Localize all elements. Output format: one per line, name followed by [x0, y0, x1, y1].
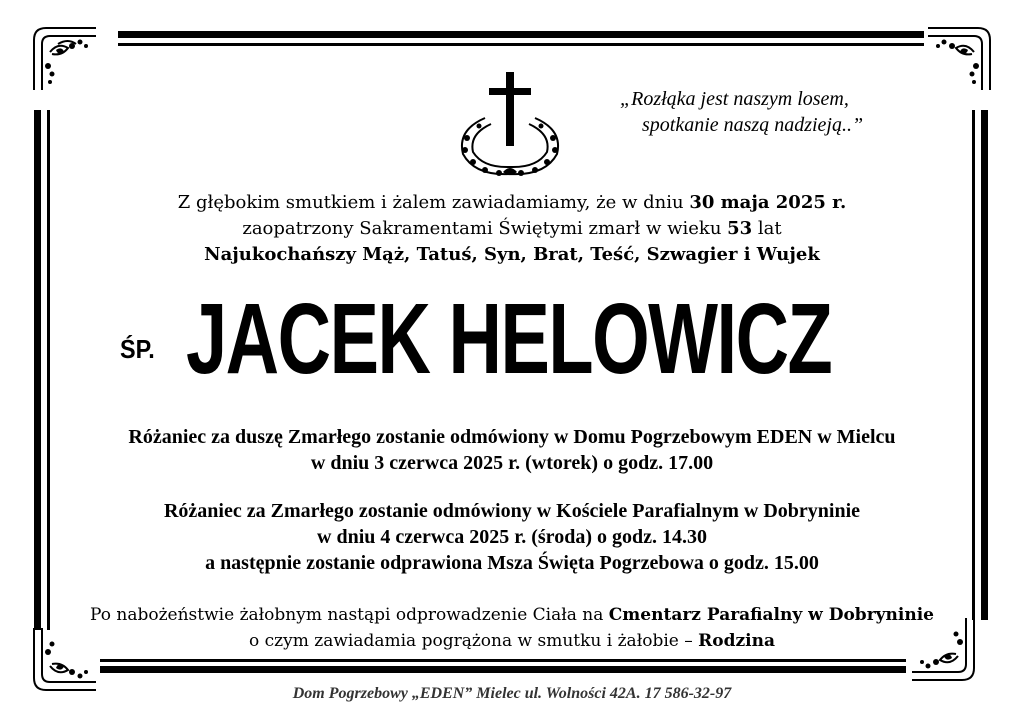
cross-wreath-icon	[445, 68, 575, 180]
death-date: 30 maja 2025 r.	[689, 192, 847, 213]
final-line-2	[0, 628, 1024, 654]
deceased-name: JACEK HELOWICZ	[186, 283, 832, 395]
final-line-2-text: o czym zawiadamia pogrążona w smutku i żałobie –	[249, 631, 699, 651]
quote-line-1: „Rozłąka jest naszym losem,	[620, 88, 849, 110]
rosary-2-line-2: w dniu 4 czerwca 2025 r. (środa) o godz. 14.30	[317, 526, 707, 548]
frame-bottom-thick	[100, 666, 906, 673]
frame-top-thin	[118, 43, 924, 46]
rosary-1	[0, 424, 1024, 476]
funeral-final	[0, 602, 1024, 654]
family-roles-text: Najukochańszy Mąż, Tatuś, Syn, Brat, Teść, Szwagier i Wujek	[204, 244, 820, 265]
age: 53	[727, 218, 753, 239]
name-prefix: ŚP.	[120, 334, 155, 364]
funeral-home-footer: Dom Pogrzebowy „EDEN” Mielec ul. Wolności 42A. 17 586-32-97	[292, 685, 732, 702]
intro-line-2	[0, 216, 1024, 242]
rosary-2	[0, 498, 1024, 576]
rosary-1-line-1: Różaniec za duszę Zmarłego zostanie odmówiony w Domu Pogrzebowym EDEN w Mielcu	[128, 426, 896, 448]
frame-top-thick	[118, 31, 924, 38]
family-signature: Rodzina	[698, 631, 775, 651]
cemetery: Cmentarz Parafialny w Dobryninie	[608, 605, 934, 625]
corner-ornament-top-right	[926, 22, 996, 92]
final-line-1-text: Po nabożeństwie żałobnym nastąpi odprowadzenie Ciała na	[90, 605, 609, 625]
quote-line-2: spotkanie naszą nadzieją..”	[642, 114, 864, 136]
quote	[620, 86, 920, 138]
rosary-1-line-2: w dniu 3 czerwca 2025 r. (wtorek) o godz. 17.00	[310, 452, 714, 474]
corner-ornament-top-left	[28, 22, 98, 92]
intro-line-1-text: Z głębokim smutkiem i żalem zawiadamiamy, że w dniu	[177, 192, 690, 213]
deceased-name-row	[120, 283, 920, 395]
intro-line-2-text: zaopatrzony Sakramentami Świętymi zmarł w wieku	[242, 218, 728, 239]
rosary-2-line-3: a następnie zostanie odprawiona Msza Święta Pogrzebowa o godz. 15.00	[205, 552, 819, 574]
intro-line-2-suffix: lat	[752, 218, 782, 239]
announcement-intro	[0, 190, 1024, 268]
intro-line-1	[0, 190, 1024, 216]
rosary-2-line-1: Różaniec za Zmarłego zostanie odmówiony w Kościele Parafialnym w Dobryninie	[163, 500, 861, 522]
frame-bottom-thin	[100, 659, 906, 662]
final-line-1	[0, 602, 1024, 628]
family-roles	[0, 242, 1024, 268]
